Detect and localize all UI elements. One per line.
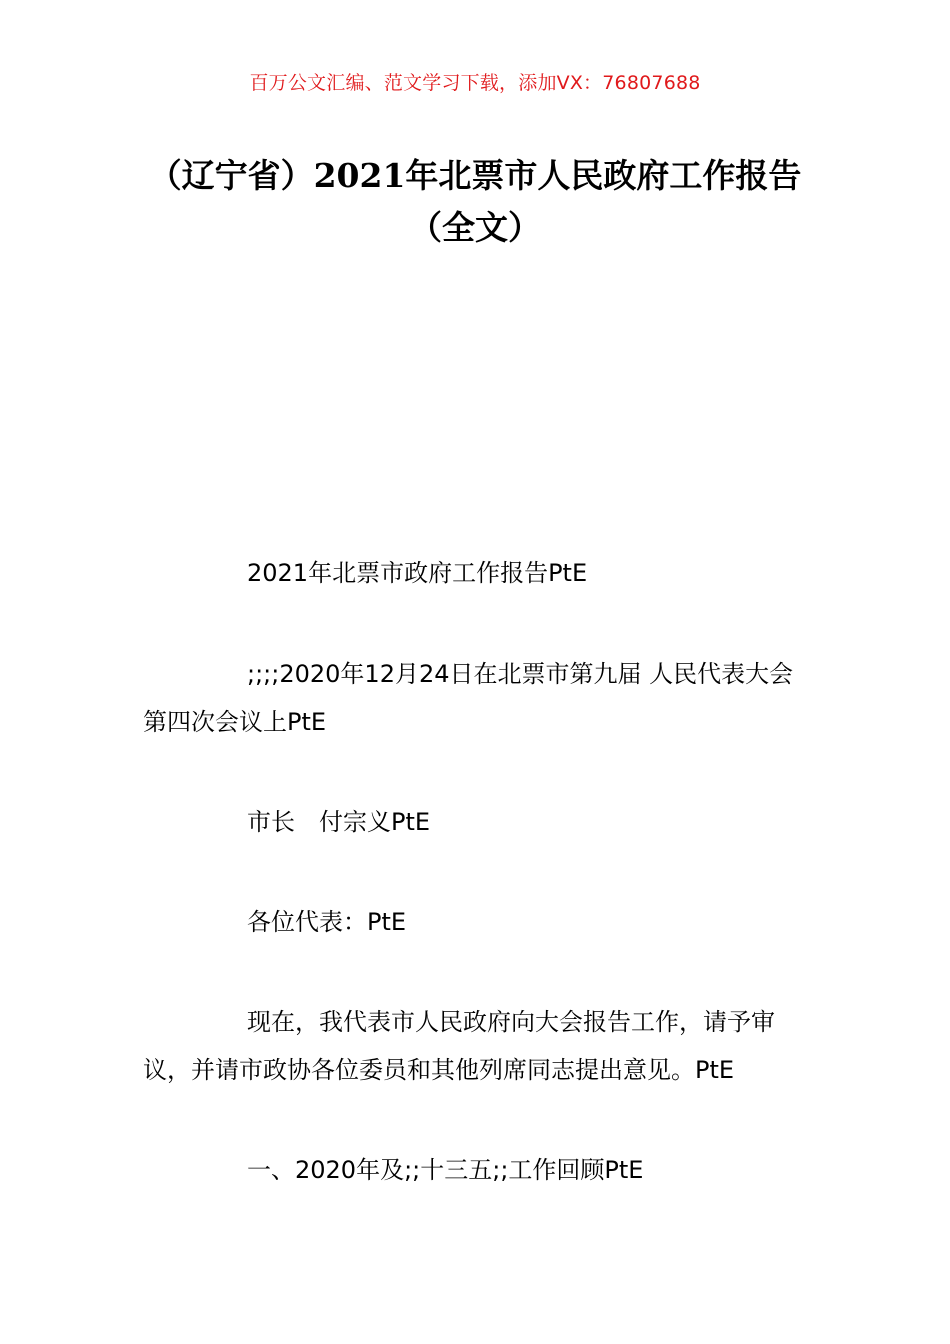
document-title: （辽宁省）2021年北票市人民政府工作报告（全文）: [148, 156, 802, 247]
body-paragraph-1: [143, 549, 813, 597]
paragraph-text: 现在，我代表市人民政府向大会报告工作，请予审议，并请市政协各位委员和其他列席同志提出意见。PtE: [143, 1008, 775, 1084]
paragraph-text: 2021年北票市政府工作报告PtE: [247, 559, 588, 587]
paragraph-text: 各位代表：PtE: [247, 908, 407, 936]
body-paragraph-3: [143, 798, 813, 846]
body-paragraph-5: [143, 998, 813, 1094]
paragraph-text: 一、2020年及;;十三五;;工作回顾PtE: [247, 1156, 644, 1184]
body-paragraph-4: [143, 898, 813, 946]
paragraph-text: ;;;;2020年12月24日在北票市第九届 人民代表大会第四次会议上PtE: [143, 660, 794, 736]
body-paragraph-6: [143, 1146, 813, 1194]
header-watermark-note: 百万公文汇编、范文学习下载，添加VX：76807688: [249, 72, 701, 94]
body-paragraph-2: [143, 650, 813, 746]
paragraph-text: 市长 付宗义PtE: [247, 808, 431, 836]
